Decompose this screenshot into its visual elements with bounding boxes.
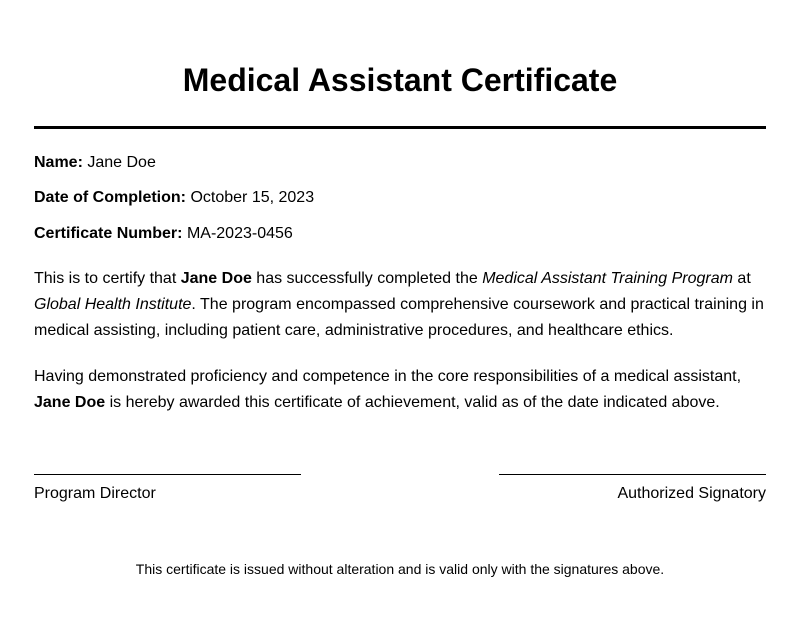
p1-text-a: This is to certify that — [34, 270, 181, 287]
certification-paragraph — [34, 266, 766, 344]
program-director-signature-line — [34, 474, 301, 475]
p1-text-d: . The program encompassed comprehensive coursework and practical training in medical assisting, including patient care, administrative procedures, and healthcare ethics. — [34, 296, 764, 339]
certificate-footer-note: This certificate is issued without alteration and is valid only with the signatures above. — [135, 561, 665, 577]
authorized-signatory-label: Authorized Signatory — [617, 485, 766, 502]
date-value: October 15, 2023 — [190, 189, 315, 206]
p1-program-name: Medical Assistant Training Program — [482, 270, 733, 287]
p1-text-b: has successfully completed the — [251, 270, 483, 287]
p1-text-c: at — [732, 270, 751, 287]
authorized-signatory-signature-line — [499, 474, 766, 475]
p1-institute-name: Global Health Institute — [34, 296, 192, 313]
certificate-number-value: MA-2023-0456 — [186, 225, 293, 242]
program-director-label: Program Director — [34, 485, 156, 502]
name-value: Jane Doe — [87, 154, 156, 171]
name-label: Name: — [34, 154, 83, 171]
p1-recipient-name: Jane Doe — [180, 270, 252, 287]
title-divider — [34, 126, 766, 129]
name-field — [34, 153, 156, 173]
certificate-title: Medical Assistant Certificate — [182, 62, 618, 98]
date-field — [34, 188, 314, 208]
p2-text-a: Having demonstrated proficiency and competence in the core responsibilities of a medical assistant, — [34, 368, 742, 385]
certificate-number-field — [34, 224, 293, 244]
p2-recipient-name: Jane Doe — [34, 394, 106, 411]
award-paragraph — [34, 364, 766, 416]
certificate-number-label: Certificate Number: — [34, 225, 183, 242]
date-label: Date of Completion: — [34, 189, 186, 206]
p2-text-b: is hereby awarded this certificate of achievement, valid as of the date indicated above. — [105, 394, 720, 411]
